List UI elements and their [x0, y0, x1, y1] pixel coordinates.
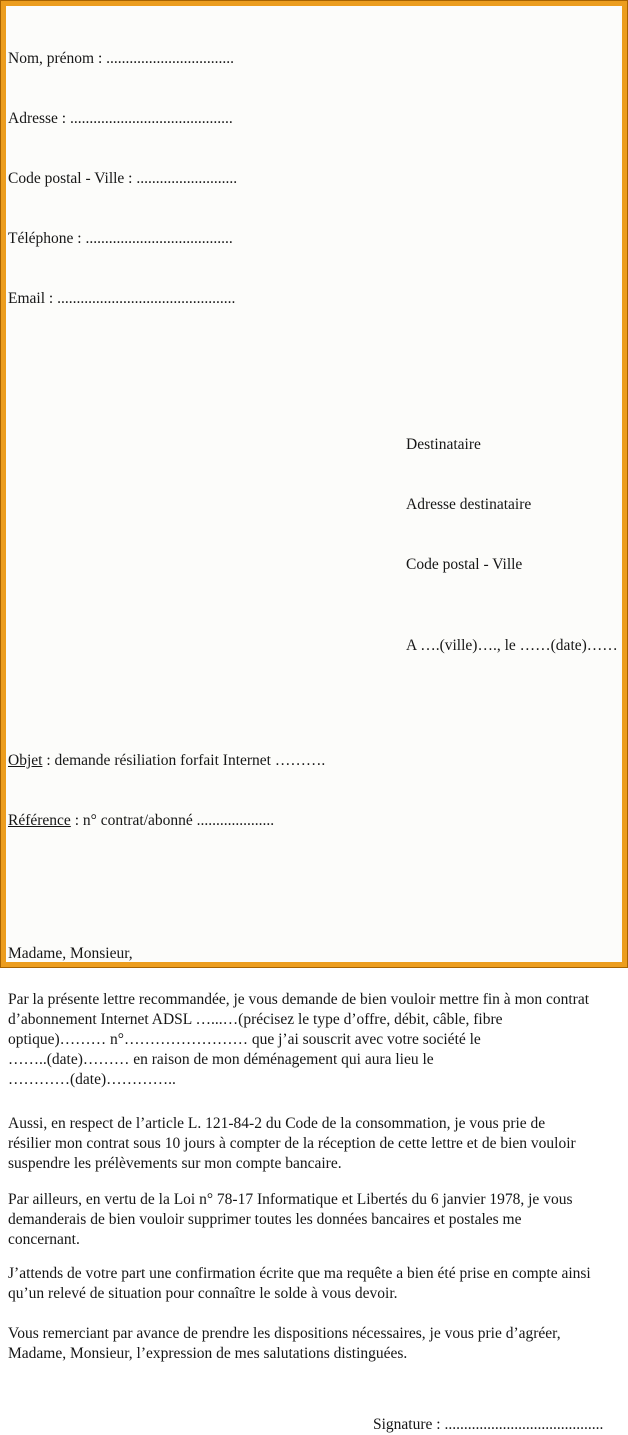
- recipient-postal-city-line: Code postal - Ville: [406, 556, 523, 573]
- body-paragraph-1: Par la présente lettre recommandée, je vous demande de bien vouloir mettre fin à mon contrat d’abonnement Internet ADSL …...…(précisez le type d’offre, débit, câble, fibre optique)……… n°…………………… que j’ai souscrit avec votre société le ……..(date)……… en raison de mon déménagement qui aura lieu le …………(date)…………..: [8, 991, 590, 1088]
- sender-phone-line: Téléphone : ......................................: [8, 230, 233, 247]
- body-paragraph-4: J’attends de votre part une confirmation écrite que ma requête a bien été prise en compte ainsi qu’un relevé de situation pour connaître le solde à vous devoir.: [8, 1265, 591, 1302]
- sender-email-line: Email : ..............................................: [8, 290, 236, 307]
- subject-label: Objet: [8, 752, 43, 769]
- recipient-address-line: Adresse destinataire: [406, 496, 532, 513]
- salutation: Madame, Monsieur,: [8, 945, 133, 962]
- reference-line: [8, 811, 620, 831]
- body-paragraph-5: Vous remerciant par avance de prendre les dispositions nécessaires, je vous prie d’agréer, Madame, Monsieur, l’expression de mes salutations distinguées.: [8, 1325, 561, 1362]
- sender-postal-city-line: Code postal - Ville : ..........................: [8, 170, 238, 187]
- body-paragraph-2: Aussi, en respect de l’article L. 121-84-2 du Code de la consommation, je vous prie de résilier mon contrat sous 10 jours à compter de la réception de cette lettre et de bien vouloir suspendre les prélèvements sur mon compte bancaire.: [8, 1115, 576, 1172]
- recipient-block: [406, 395, 620, 615]
- reference-label: Référence: [8, 812, 71, 829]
- subject-text: : demande résiliation forfait Internet ……….: [42, 752, 326, 769]
- recipient-name-line: Destinataire: [406, 436, 481, 453]
- signature-line: Signature : .........................................: [373, 1416, 604, 1433]
- subject-line: [8, 751, 620, 771]
- place-date-line: A ….(ville)…., le ……(date)……: [406, 637, 618, 654]
- sender-address-line: Adresse : ..........................................: [8, 110, 233, 127]
- sender-name-line: Nom, prénom : .................................: [8, 50, 235, 67]
- body-paragraph-3: Par ailleurs, en vertu de la Loi n° 78-17 Informatique et Libertés du 6 janvier 1978, je vous demanderais de bien vouloir supprimer toutes les données bancaires et postales me concernant.: [8, 1191, 573, 1248]
- letter-content: [6, 9, 622, 1435]
- reference-text: : n° contrat/abonné ....................: [70, 812, 275, 829]
- subject-block: [8, 711, 620, 871]
- sender-block: [8, 9, 620, 349]
